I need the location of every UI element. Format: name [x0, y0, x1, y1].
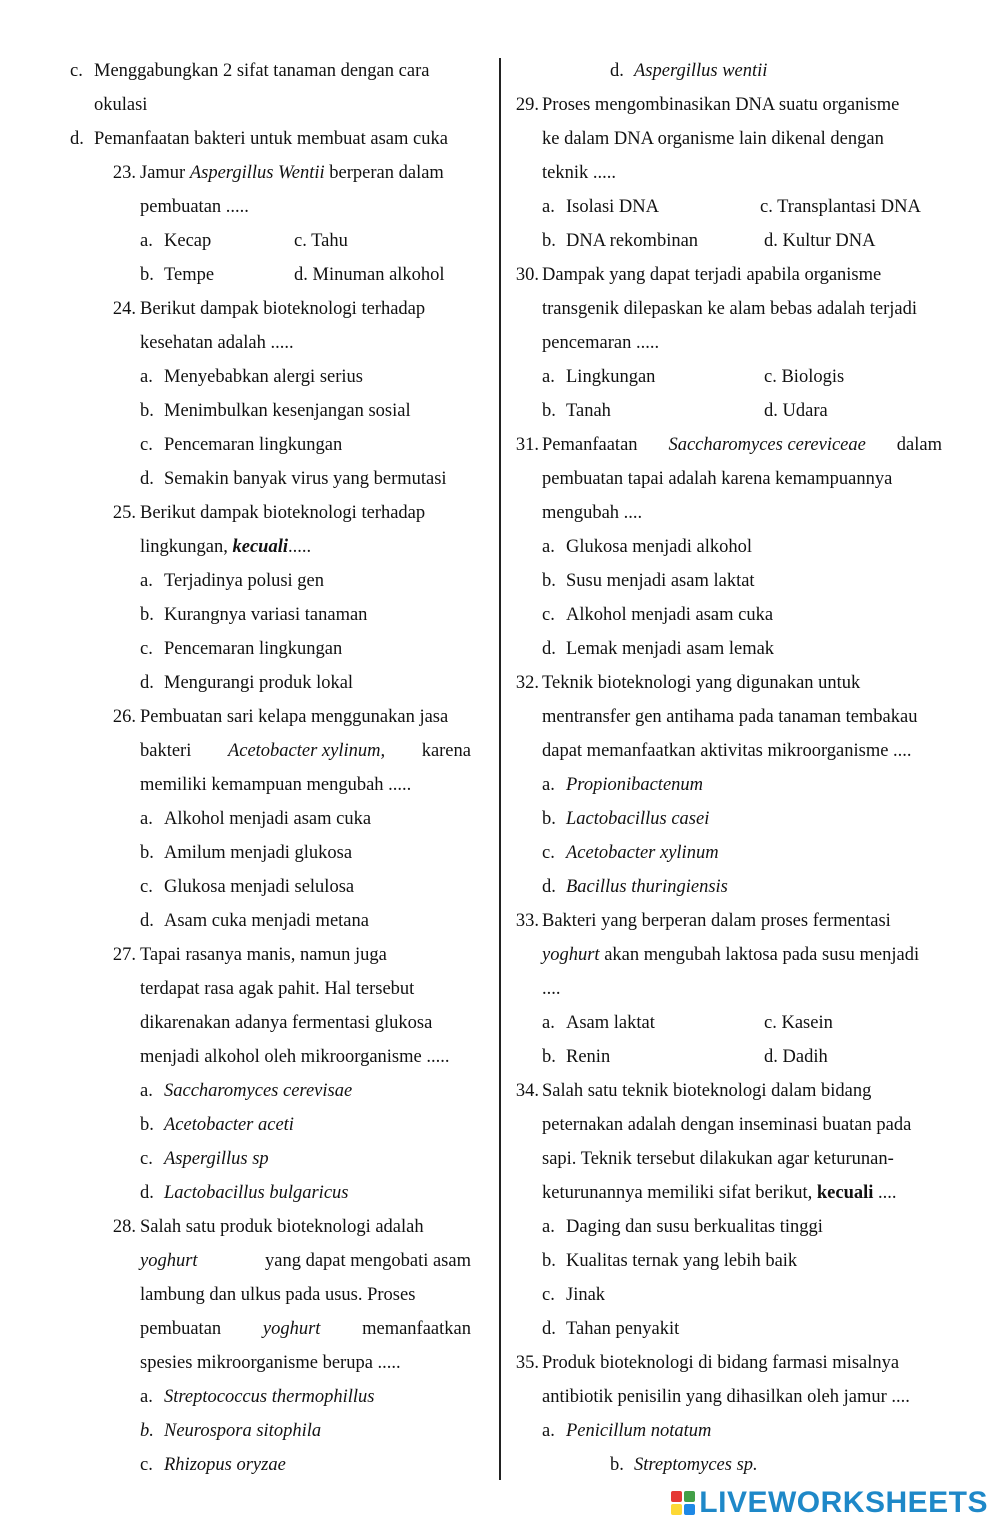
option-d[interactable]: Mengurangi produk lokal: [164, 673, 354, 693]
logo-square: [684, 1491, 695, 1502]
logo-square: [671, 1491, 682, 1502]
option-c[interactable]: Pencemaran lingkungan: [164, 435, 343, 455]
option-a[interactable]: Isolasi DNA: [566, 197, 660, 217]
option-a[interactable]: Saccharomyces cerevisae: [164, 1081, 353, 1101]
option-label: b.: [140, 1421, 154, 1441]
option-label: a.: [140, 1387, 153, 1407]
question-text: yoghurt yang dapat mengobati asam: [140, 1251, 471, 1271]
option-label: c.: [140, 1455, 153, 1475]
option-d[interactable]: Lemak menjadi asam lemak: [566, 639, 775, 659]
option-label: c.: [140, 639, 153, 659]
question-number: 35.: [515, 1353, 539, 1373]
logo-square: [671, 1504, 682, 1515]
option-label: b.: [542, 401, 556, 421]
option-d[interactable]: Aspergillus wentii: [634, 61, 768, 81]
option-label: b.: [542, 571, 556, 591]
question-text: pembuatan tapai adalah karena kemampuannya: [542, 469, 893, 489]
question-number: 25.: [112, 503, 136, 523]
question-text: Berikut dampak bioteknologi terhadap: [140, 299, 426, 319]
question-text: kesehatan adalah .....: [140, 333, 294, 353]
option-a[interactable]: Terjadinya polusi gen: [164, 571, 325, 591]
option-label: d.: [610, 61, 624, 81]
option-label: b.: [140, 1115, 154, 1135]
option-label: b.: [140, 401, 154, 421]
option-a[interactable]: Glukosa menjadi alkohol: [566, 537, 752, 557]
option-a[interactable]: Lingkungan: [566, 367, 656, 387]
option-a[interactable]: Alkohol menjadi asam cuka: [164, 809, 372, 829]
option-c[interactable]: Aspergillus sp: [164, 1149, 269, 1169]
option-label: a.: [140, 231, 153, 251]
question-number: 26.: [112, 707, 136, 727]
question-number: 23.: [112, 163, 136, 183]
option-label: c.: [140, 435, 153, 455]
option-label: a.: [542, 1421, 555, 1441]
question-text: Tapai rasanya manis, namun juga: [140, 945, 387, 965]
option-b[interactable]: Tanah: [566, 401, 611, 421]
brand-name: LIVEWORKSHEETS: [699, 1486, 988, 1519]
question-text: pembuatan yoghurt memanfaatkan: [140, 1319, 471, 1339]
question-number: 31.: [515, 435, 539, 455]
option-a[interactable]: Asam laktat: [566, 1013, 655, 1033]
question-text: yoghurt akan mengubah laktosa pada susu menjadi: [542, 945, 920, 965]
question-number: 33.: [515, 911, 539, 931]
option-label: d.: [140, 673, 154, 693]
option-label: a.: [542, 1013, 555, 1033]
option-label: c.: [140, 877, 153, 897]
question-text: dikarenakan adanya fermentasi glukosa: [140, 1013, 433, 1033]
question-text: memiliki kemampuan mengubah .....: [140, 775, 412, 795]
option-c[interactable]: c. Kasein: [764, 1013, 833, 1033]
option-label: a.: [542, 537, 555, 557]
question-text: transgenik dilepaskan ke alam bebas adalah terjadi: [542, 299, 917, 319]
question-text: Produk bioteknologi di bidang farmasi misalnya: [542, 1353, 900, 1373]
option-b[interactable]: Amilum menjadi glukosa: [164, 843, 353, 863]
option-d[interactable]: Tahan penyakit: [566, 1319, 680, 1339]
option-label: a.: [140, 1081, 153, 1101]
option-b[interactable]: Susu menjadi asam laktat: [566, 571, 755, 591]
question-text: Berikut dampak bioteknologi terhadap: [140, 503, 426, 523]
option-d[interactable]: Semakin banyak virus yang bermutasi: [164, 469, 447, 489]
question-text: sapi. Teknik tersebut dilakukan agar keturunan-: [542, 1149, 894, 1169]
option-c[interactable]: Jinak: [566, 1285, 606, 1305]
question-text: Pembuatan sari kelapa menggunakan jasa: [140, 707, 449, 727]
question-number: 29.: [515, 95, 539, 115]
option-label: b.: [542, 1047, 556, 1067]
option-label: d.: [542, 877, 556, 897]
option-text: Menggabungkan 2 sifat tanaman dengan cara: [94, 61, 430, 81]
option-a[interactable]: Streptococcus thermophillus: [164, 1387, 375, 1407]
option-label: a.: [542, 197, 555, 217]
option-b[interactable]: Kualitas ternak yang lebih baik: [566, 1251, 798, 1271]
liveworksheets-logo[interactable]: [671, 1486, 988, 1520]
question-text: mengubah ....: [542, 503, 643, 523]
question-text: antibiotik penisilin yang dihasilkan oleh jamur ....: [542, 1387, 910, 1407]
option-c[interactable]: Pencemaran lingkungan: [164, 639, 343, 659]
question-text: bakteri Acetobacter xylinum, karena: [140, 741, 471, 761]
question-number: 24.: [112, 299, 136, 319]
question-text: Bakteri yang berperan dalam proses fermentasi: [542, 911, 891, 931]
question-text: mentransfer gen antihama pada tanaman tembakau: [542, 707, 918, 727]
question-text: teknik .....: [542, 163, 616, 183]
question-text: keturunannya memiliki sifat berikut, kecuali ....: [542, 1183, 897, 1203]
option-label: d.: [140, 469, 154, 489]
option-label: c.: [542, 843, 555, 863]
option-d[interactable]: Asam cuka menjadi metana: [164, 911, 369, 931]
question-text: ....: [542, 979, 561, 999]
option-label: d.: [70, 129, 84, 149]
question-text: pencemaran .....: [542, 333, 660, 353]
option-label: a.: [542, 1217, 555, 1237]
question-number: 30.: [515, 265, 539, 285]
option-label: c.: [140, 1149, 153, 1169]
question-number: 32.: [515, 673, 539, 693]
option-label: d.: [140, 911, 154, 931]
question-text: Salah satu teknik bioteknologi dalam bidang: [542, 1081, 872, 1101]
question-text: menjadi alkohol oleh mikroorganisme .....: [140, 1047, 450, 1067]
option-c[interactable]: c. Transplantasi DNA: [760, 197, 921, 217]
option-c[interactable]: c. Biologis: [764, 367, 845, 387]
question-text: Proses mengombinasikan DNA suatu organisme: [542, 95, 900, 115]
option-b[interactable]: Kurangnya variasi tanaman: [164, 605, 368, 625]
option-label: a.: [140, 809, 153, 829]
question-text: pembuatan .....: [140, 197, 249, 217]
option-label: b.: [542, 1251, 556, 1271]
option-b[interactable]: Tempe: [164, 265, 215, 285]
option-c[interactable]: Rhizopus oryzae: [164, 1455, 286, 1475]
option-label: c.: [542, 605, 555, 625]
option-b[interactable]: Renin: [566, 1047, 611, 1067]
logo-square: [684, 1504, 695, 1515]
option-d[interactable]: d. Minuman alkohol: [294, 265, 445, 285]
question-text: Teknik bioteknologi yang digunakan untuk: [542, 673, 861, 693]
question-text: Salah satu produk bioteknologi adalah: [140, 1217, 424, 1237]
option-label: b.: [140, 843, 154, 863]
option-label: b.: [542, 809, 556, 829]
question-text: spesies mikroorganisme berupa .....: [140, 1353, 401, 1373]
option-label: b.: [140, 265, 154, 285]
question-text: lambung dan ulkus pada usus. Proses: [140, 1285, 416, 1305]
question-text: Dampak yang dapat terjadi apabila organisme: [542, 265, 882, 285]
option-label: b.: [140, 605, 154, 625]
option-d[interactable]: Bacillus thuringiensis: [566, 877, 728, 897]
option-b[interactable]: Neurospora sitophila: [164, 1421, 322, 1441]
question-text: dapat memanfaatkan aktivitas mikroorganisme ....: [542, 741, 912, 761]
question-number: 28.: [112, 1217, 136, 1237]
option-label: c.: [542, 1285, 555, 1305]
logo-mark-icon: [671, 1491, 695, 1515]
question-number: 27.: [112, 945, 136, 965]
option-label: d.: [542, 639, 556, 659]
option-b[interactable]: Streptomyces sp.: [634, 1455, 758, 1475]
option-a[interactable]: Penicillum notatum: [566, 1421, 712, 1441]
option-label: c.: [70, 61, 83, 81]
option-b[interactable]: Acetobacter aceti: [164, 1115, 294, 1135]
option-a[interactable]: Propionibactenum: [566, 775, 704, 795]
question-text: ke dalam DNA organisme lain dikenal dengan: [542, 129, 884, 149]
question-text: terdapat rasa agak pahit. Hal tersebut: [140, 979, 415, 999]
option-a[interactable]: Menyebabkan alergi serius: [164, 367, 363, 387]
option-label: d.: [140, 1183, 154, 1203]
question-number: 34.: [515, 1081, 539, 1101]
question-text: Pemanfaatan Saccharomyces cereviceae dalam: [542, 435, 942, 455]
option-label: b.: [542, 231, 556, 251]
option-b[interactable]: Lactobacillus casei: [566, 809, 710, 829]
option-label: a.: [140, 571, 153, 591]
option-d[interactable]: d. Kultur DNA: [764, 231, 876, 251]
option-c[interactable]: c. Tahu: [294, 231, 348, 251]
option-label: a.: [542, 367, 555, 387]
option-text: okulasi: [94, 95, 148, 115]
option-d[interactable]: d. Udara: [764, 401, 828, 421]
option-c[interactable]: Acetobacter xylinum: [566, 843, 719, 863]
option-a[interactable]: Daging dan susu berkualitas tinggi: [566, 1217, 823, 1237]
option-b[interactable]: Menimbulkan kesenjangan sosial: [164, 401, 411, 421]
column-divider: [499, 58, 501, 1480]
question-text: peternakan adalah dengan inseminasi buatan pada: [542, 1115, 912, 1135]
option-label: b.: [610, 1455, 624, 1475]
question-text: Jamur Aspergillus Wentii berperan dalam: [140, 163, 444, 183]
option-a[interactable]: Kecap: [164, 231, 212, 251]
option-d[interactable]: d. Dadih: [764, 1047, 828, 1067]
option-c[interactable]: Glukosa menjadi selulosa: [164, 877, 355, 897]
option-text: Pemanfaatan bakteri untuk membuat asam cuka: [94, 129, 448, 149]
option-c[interactable]: Alkohol menjadi asam cuka: [566, 605, 774, 625]
option-label: a.: [542, 775, 555, 795]
option-b[interactable]: DNA rekombinan: [566, 231, 699, 251]
option-label: a.: [140, 367, 153, 387]
option-d[interactable]: Lactobacillus bulgaricus: [164, 1183, 349, 1203]
option-label: d.: [542, 1319, 556, 1339]
question-text: lingkungan, kecuali.....: [140, 537, 312, 557]
